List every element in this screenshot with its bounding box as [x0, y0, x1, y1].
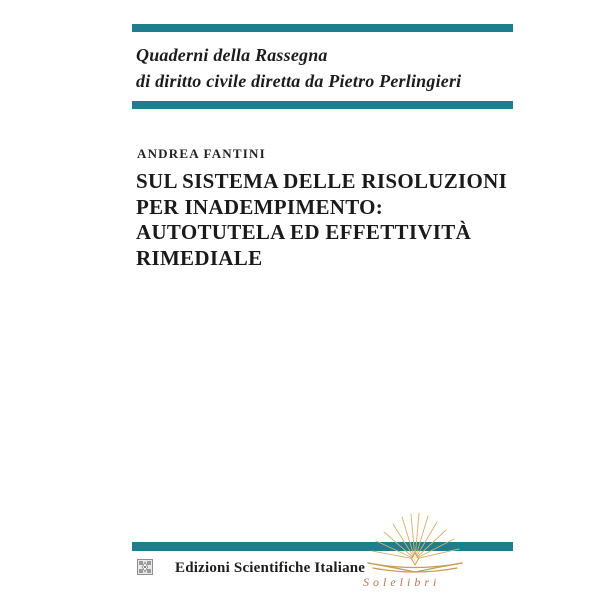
esi-publisher-emblem-icon [137, 559, 153, 575]
book-title-line1: SUL SISTEMA DELLE RISOLUZIONI [136, 169, 508, 193]
book-title-line4: RIMEDIALE [136, 245, 263, 270]
sun-open-book-icon [356, 511, 474, 577]
series-title-line1: Quaderni della Rassegna [136, 45, 328, 65]
series-title-line2: di diritto civile diretta da Pietro Perlingieri [136, 71, 462, 91]
middle-divider-bar [132, 101, 513, 109]
author-name: ANDREA FANTINI [137, 146, 266, 161]
book-title [136, 169, 521, 271]
publisher-name: Edizioni Scientifiche Italiane [175, 560, 366, 576]
book-title-line3: AUTOTUTELA ED EFFETTIVITÀ [136, 220, 472, 244]
book-title-line2: PER INADEMPIMENTO: [136, 194, 384, 219]
series-header [136, 42, 516, 94]
top-divider-bar [132, 24, 513, 32]
imprint-name: Solelibri [363, 575, 441, 589]
